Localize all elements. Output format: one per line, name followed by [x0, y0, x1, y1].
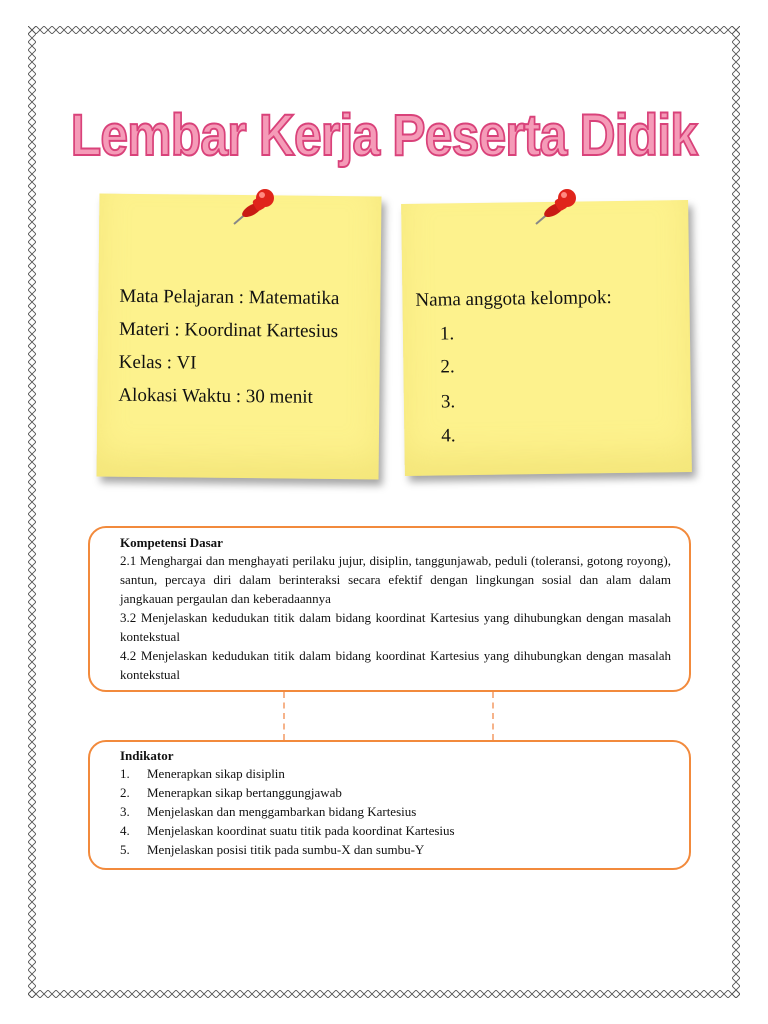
list-item: 3. Menjelaskan dan menggambarkan bidang Kartesius	[120, 804, 417, 819]
list-item: 2. Menerapkan sikap bertanggungjawab	[120, 785, 342, 800]
list-item: 5. Menjelaskan posisi titik pada sumbu-X dan sumbu-Y	[120, 842, 425, 857]
indikator-heading: Indikator	[120, 748, 174, 763]
member-number-2: 2.	[440, 356, 455, 378]
push-pin-icon	[228, 188, 278, 228]
kompetensi-item-3-2: 3.2 Menjelaskan kedudukan titik dalam bidang koordinat Kartesius yang dihubungkan dengan masalah kontekstual	[120, 610, 671, 644]
member-number-4: 4.	[441, 425, 456, 447]
kompetensi-dasar-heading: Kompetensi Dasar	[120, 535, 223, 550]
member-number-3: 3.	[440, 391, 456, 413]
indikator-box	[88, 740, 691, 870]
kompetensi-item-2-1: 2.1 Menghargai dan menghayati perilaku jujur, disiplin, tanggunjawab, peduli (toleransi, gotong royong), santun, percaya diri dalam berinteraksi secara efektif dengan lingkungan sosial dan alam dalam jangkauan pergaulan dan keberadaannya	[120, 553, 671, 606]
push-pin-icon	[530, 188, 580, 228]
alokasi-waktu-text: Alokasi Waktu : 30 menit	[118, 384, 313, 408]
materi-text: Materi : Koordinat Kartesius	[118, 318, 339, 343]
list-item: 1. Menerapkan sikap disiplin	[120, 766, 285, 781]
member-number-1: 1.	[439, 323, 455, 345]
dashed-connector	[492, 692, 494, 740]
kelas-text: Kelas : VI	[118, 351, 197, 374]
list-item: 4. Menjelaskan koordinat suatu titik pada koordinat Kartesius	[120, 823, 455, 838]
mata-pelajaran-text: Mata Pelajaran : Matematika	[119, 285, 340, 310]
page-title: Lembar Kerja Peserta Didik	[70, 103, 698, 168]
indikator-list	[120, 764, 671, 859]
group-members-sticky-note	[401, 200, 692, 476]
dashed-connector	[283, 692, 285, 740]
group-members-heading: Nama anggota kelompok:	[415, 287, 612, 311]
kompetensi-item-4-2: 4.2 Menjelaskan kedudukan titik dalam bidang koordinat Kartesius yang dihubungkan dengan masalah kontekstual	[120, 648, 671, 682]
info-sticky-note	[97, 194, 382, 480]
kompetensi-dasar-box	[88, 526, 691, 692]
